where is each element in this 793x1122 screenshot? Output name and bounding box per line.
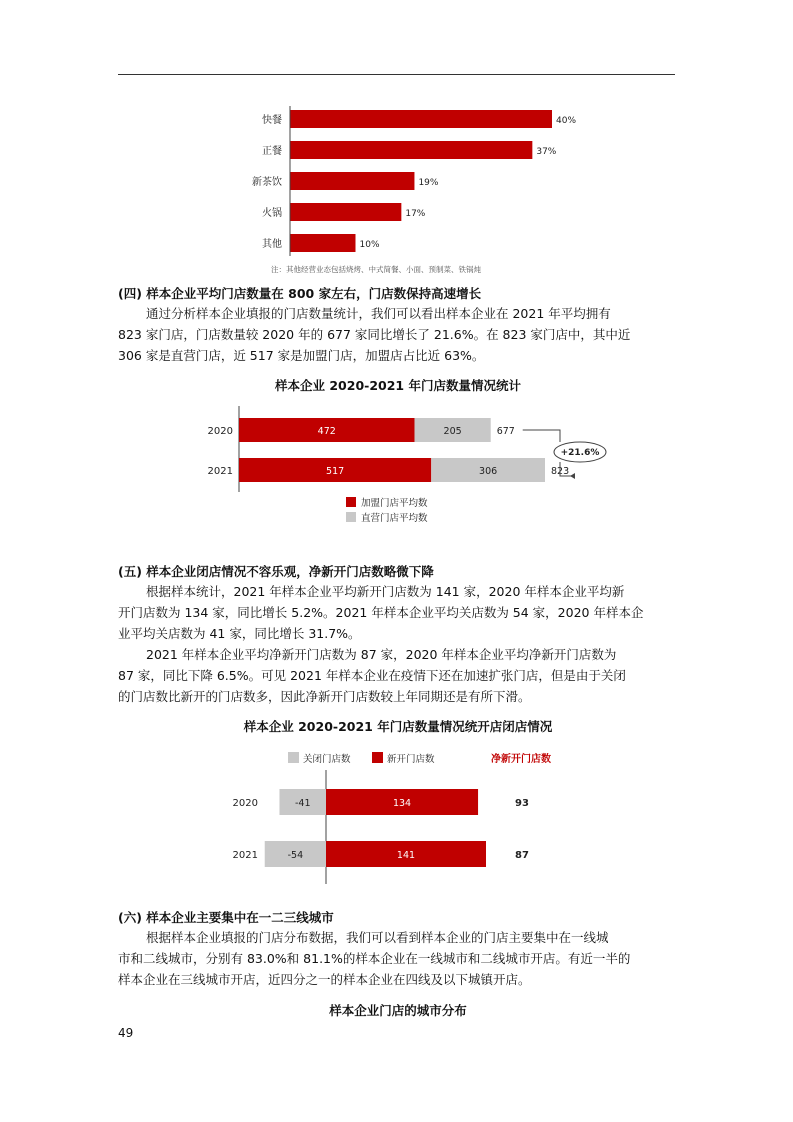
section-6-heading: (六) 样本企业主要集中在一二三线城市	[118, 910, 334, 925]
category-label: 2020	[207, 426, 233, 437]
data-label: 306	[479, 466, 498, 477]
category-label: 2021	[232, 850, 258, 861]
paragraph-line: 开门店数为 134 家，同比增长 5.2%。2021 年样本企业平均关店数为 54 家，2020 年样本企	[118, 605, 644, 620]
growth-connector	[523, 430, 560, 442]
open-close-chart-title: 样本企业 2020-2021 年门店数量情况统开店闭店情况	[243, 719, 553, 734]
section-4-paragraph	[118, 303, 678, 366]
paragraph-line: 306 家是直营门店，近 517 家是加盟门店，加盟店占比近 63%。	[118, 348, 485, 363]
paragraph-line: 业平均关店数为 41 家，同比增长 31.7%。	[118, 626, 361, 641]
data-label: 37%	[536, 147, 557, 157]
paragraph-line: 样本企业在三线城市开店，近四分之一的样本企业在四线及以下城镇开店。	[118, 972, 531, 987]
total-label: 677	[496, 426, 515, 437]
section-4-heading: (四) 样本企业平均门店数量在 800 家左右，门店数保持高速增长	[118, 286, 482, 301]
data-label: 134	[392, 798, 412, 809]
paragraph-line: 2021 年样本企业平均净新开门店数为 87 家，2020 年样本企业平均净新开门店数为	[146, 647, 617, 662]
category-label: 快餐	[262, 115, 282, 126]
legend-swatch	[346, 512, 356, 522]
net-header: 净新开门店数	[491, 754, 551, 765]
section-5-paragraph-1	[118, 581, 678, 644]
bar	[290, 203, 401, 221]
paragraph-line: 823 家门店，门店数量较 2020 年的 677 家同比增长了 21.6%。在 823 家门店中，其中近	[118, 327, 631, 342]
paragraph-line: 根据样本统计，2021 年样本企业平均新开门店数为 141 家，2020 年样本企业平均新	[146, 584, 625, 599]
data-label: 472	[317, 426, 336, 437]
category-label: 新茶饮	[252, 177, 282, 188]
city-distribution-chart-title: 样本企业门店的城市分布	[329, 1003, 467, 1018]
store-count-chart	[0, 400, 793, 535]
store-count-chart-title: 样本企业 2020-2021 年门店数量情况统计	[275, 378, 521, 393]
legend-swatch	[288, 752, 299, 763]
legend-label: 直营门店平均数	[361, 513, 428, 524]
legend-swatch	[372, 752, 383, 763]
page-number: 49	[118, 1026, 134, 1040]
section-5-heading: (五) 样本企业闭店情况不容乐观，净新开门店数略微下降	[118, 564, 434, 579]
data-label: 10%	[359, 240, 380, 250]
open-close-chart	[0, 742, 793, 892]
legend-label: 加盟门店平均数	[361, 498, 428, 509]
bar	[290, 234, 356, 252]
bar	[290, 141, 532, 159]
header-rule	[118, 74, 675, 75]
growth-label: +21.6%	[560, 448, 600, 458]
bar	[290, 172, 414, 190]
section-5-paragraph-2	[118, 644, 678, 707]
category-label: 火锅	[262, 208, 282, 219]
net-value: 93	[515, 798, 529, 809]
data-label: 17%	[405, 209, 426, 219]
data-label: 40%	[556, 116, 577, 126]
legend-label: 关闭门店数	[303, 754, 351, 765]
paragraph-line: 的门店数比新开的门店数多，因此净新开门店数较上年同期还是有所下滑。	[118, 689, 531, 704]
paragraph-line: 通过分析样本企业填报的门店数量统计，我们可以看出样本企业在 2021 年平均拥有	[146, 306, 611, 321]
legend-label: 新开门店数	[387, 754, 435, 765]
data-label: -54	[287, 850, 304, 861]
category-label: 其他	[262, 239, 282, 250]
category-label: 正餐	[262, 146, 282, 157]
data-label: 19%	[418, 178, 439, 188]
net-value: 87	[515, 850, 529, 861]
category-label: 2020	[232, 798, 258, 809]
arrow-head	[570, 473, 575, 479]
data-label: 141	[396, 850, 416, 861]
paragraph-line: 根据样本企业填报的门店分布数据，我们可以看到样本企业的门店主要集中在一线城	[146, 930, 609, 945]
paragraph-line: 87 家，同比下降 6.5%。可见 2021 年样本企业在疫情下还在加速扩张门店，但是由于关闭	[118, 668, 626, 683]
paragraph-line: 市和二线城市，分别有 83.0%和 81.1%的样本企业在一线城市和二线城市开店。有近一半的	[118, 951, 631, 966]
section-6-paragraph	[118, 927, 678, 990]
legend-swatch	[346, 497, 356, 507]
chart-note: 注：其他经营业态包括烧烤、中式简餐、小面、预制菜、铁锅炖	[271, 265, 481, 274]
data-label: -41	[294, 798, 311, 809]
bar	[290, 110, 552, 128]
total-label: 823	[551, 466, 570, 477]
category-label: 2021	[207, 466, 233, 477]
cuisine-share-chart	[0, 100, 793, 280]
data-label: 205	[443, 426, 462, 437]
data-label: 517	[326, 466, 345, 477]
